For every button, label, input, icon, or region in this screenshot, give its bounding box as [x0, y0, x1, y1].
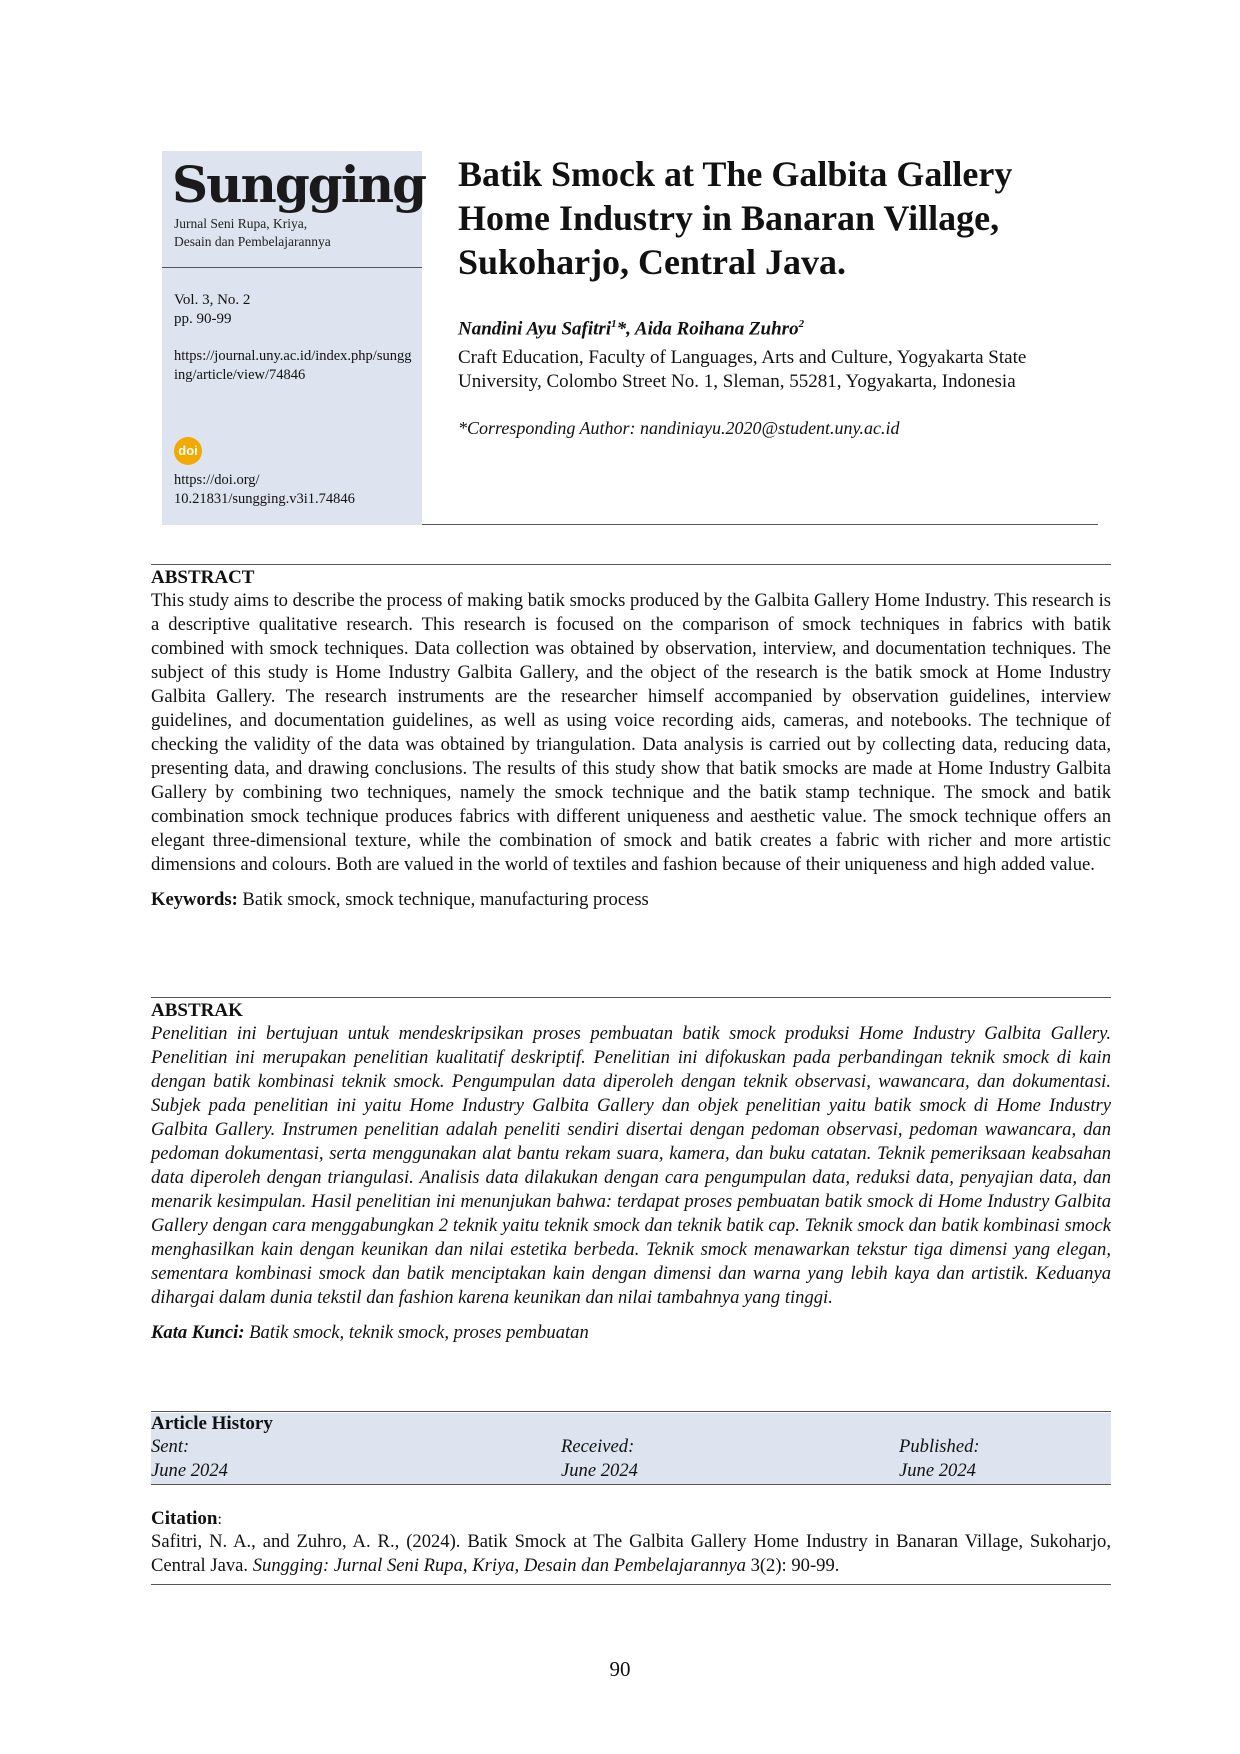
- keywords-label: Keywords:: [151, 889, 238, 910]
- history-top-rule: [151, 1411, 1111, 1412]
- abstract-heading: ABSTRACT: [151, 567, 255, 588]
- page-range: pp. 90-99: [174, 311, 232, 327]
- citation-section: Citation: Safitri, N. A., and Zuhro, A. R., (2024). Batik Smock at The Galbita Gallery Home Industry in Banaran Village, Sukoharjo, Central Java. Sungging: Jurnal Seni Rupa, Kriya, Desain dan Pembelajarannya 3(2): 90-99.: [151, 1508, 1111, 1576]
- page-number: 90: [609, 1657, 631, 1681]
- abstract-section: [151, 567, 1111, 911]
- abstract-top-rule: [151, 564, 1111, 565]
- citation-bottom-rule: [151, 1584, 1111, 1585]
- affiliation: Craft Education, Faculty of Languages, Arts and Culture, Yogyakarta State University, Colombo Street No. 1, Sleman, 55281, Yogyakarta, Indonesia: [458, 347, 1027, 392]
- doi-link[interactable]: https://doi.org/ 10.21831/sungging.v3i1.74846: [174, 472, 355, 507]
- abstrak-section: [151, 1000, 1111, 1344]
- doi-icon: doi: [174, 437, 202, 465]
- article-history: [151, 1413, 1111, 1484]
- kata-kunci: Batik smock, teknik smock, proses pembuatan: [249, 1322, 589, 1343]
- published-column: Published: June 2024: [899, 1436, 980, 1481]
- abstrak-text: Penelitian ini bertujuan untuk mendeskripsikan proses pembuatan batik smock produksi Home Industry Galbita Gallery. Penelitian ini merupakan penelitian kualitatif deskriptif. Penelitian ini difokuskan pada perbandingan teknik smock di kain dengan batik kombinasi teknik smock. Pengumpulan data diperoleh dengan teknik observasi, wawancara, dan dokumentasi. Subjek pada penelitian ini yaitu Home Industry Galbita Gallery dan objek penelitian yaitu batik smock di Home Industry Galbita Gallery. Instrumen penelitian adalah peneliti sendiri disertai dengan pedoman observasi, pedoman wawancara, dan pedoman dokumentasi, serta menggunakan alat bantu rekam suara, kamera, dan buku catatan. Teknik pemeriksaan keabsahan data diperoleh dengan triangulasi. Analisis data dilakukan dengan cara pengumpulan data, reduksi data, penyajian data, dan menarik kesimpulan. Hasil penelitian ini menunjukan bahwa: terdapat proses pembuatan batik smock di Home Industry Galbita Gallery dengan cara menggabungkan 2 teknik yaitu teknik smock dan teknik batik cap. Teknik smock dan batik kombinasi smock menghasilkan kain dengan keunikan dan nilai estetika berbeda. Teknik smock menawarkan tekstur tiga dimensi yang elegan, sementara kombinasi smock dan batik menciptakan kain dengan dimensi dan warna yang lebih kaya dan artistik. Keduanya dihargai dalam dunia tekstil dan fashion karena keunikan dan nilai tambahnya yang tinggi.: [151, 1023, 1111, 1308]
- journal-tagline: Jurnal Seni Rupa, Kriya, Desain dan Pembelajarannya: [174, 216, 331, 249]
- kata-kunci-label: Kata Kunci:: [151, 1322, 245, 1343]
- journal-logo: Sungging: [172, 155, 426, 214]
- citation-heading: Citation: [151, 1508, 218, 1529]
- received-column: Received: June 2024: [561, 1436, 638, 1481]
- author-1: Nandini Ayu Safitri: [458, 318, 612, 340]
- keywords-line: [151, 889, 1111, 911]
- volume-info: [174, 291, 250, 329]
- header-divider: [422, 524, 1098, 525]
- article-url-link[interactable]: https://journal.uny.ac.id/index.php/sungging/article/view/74846: [174, 348, 412, 383]
- box-divider: [162, 267, 422, 268]
- history-bottom-rule: [151, 1484, 1111, 1485]
- abstrak-heading: ABSTRAK: [151, 1000, 243, 1021]
- kata-kunci-line: [151, 1322, 1111, 1344]
- history-heading: Article History: [151, 1413, 273, 1434]
- author-2: Aida Roihana Zuhro: [634, 318, 799, 340]
- keywords: Batik smock, smock technique, manufacturing process: [242, 889, 649, 910]
- article-title: Batik Smock at The Galbita Gallery Home Industry in Banaran Village, Sukoharjo, Central Java.: [458, 154, 1013, 282]
- citation-text: Safitri, N. A., and Zuhro, A. R., (2024). Batik Smock at The Galbita Gallery Home Industry in Banaran Village, Sukoharjo, Central Java. Sungging: Jurnal Seni Rupa, Kriya, Desain dan Pembelajarannya 3(2): 90-99.: [151, 1531, 1111, 1576]
- corresponding-author: *Corresponding Author: nandiniayu.2020@student.uny.ac.id: [458, 418, 900, 438]
- authors: Nandini Ayu Safitri$^1$*, Aida Roihana Zuhro$^2$: [458, 318, 805, 340]
- journal-info-box: [162, 151, 426, 525]
- volume-issue: Vol. 3, No. 2: [174, 292, 251, 308]
- abstract-text: This study aims to describe the process of making batik smocks produced by the Galbita Gallery Home Industry. This research is a descriptive qualitative research. This research is focused on the comparison of smock techniques in fabrics with batik combined with smock techniques. Data collection was obtained by observation, interview, and documentation techniques. The subject of this study is Home Industry Galbita Gallery, and the object of the research is the batik smock at Home Industry Galbita Gallery. The research instruments are the researcher himself accompanied by observation guidelines, interview guidelines, and documentation guidelines, as well as using voice recording aids, cameras, and notebooks. The technique of checking the validity of the data was obtained by triangulation. Data analysis is carried out by collecting data, reducing data, presenting data, and drawing conclusions. The results of this study show that batik smocks are made at Home Industry Galbita Gallery by combining two techniques, namely the smock technique and the batik stamp technique. The smock and batik combination smock technique produces fabrics with different uniqueness and aesthetic value. The smock technique offers an elegant three-dimensional texture, while the combination of smock and batik creates a fabric with richer and more artistic dimensions and colours. Both are valued in the world of textiles and fashion because of their uniqueness and high added value.: [151, 590, 1111, 875]
- sent-column: Sent: June 2024: [151, 1436, 228, 1481]
- abstrak-top-rule: [151, 997, 1111, 998]
